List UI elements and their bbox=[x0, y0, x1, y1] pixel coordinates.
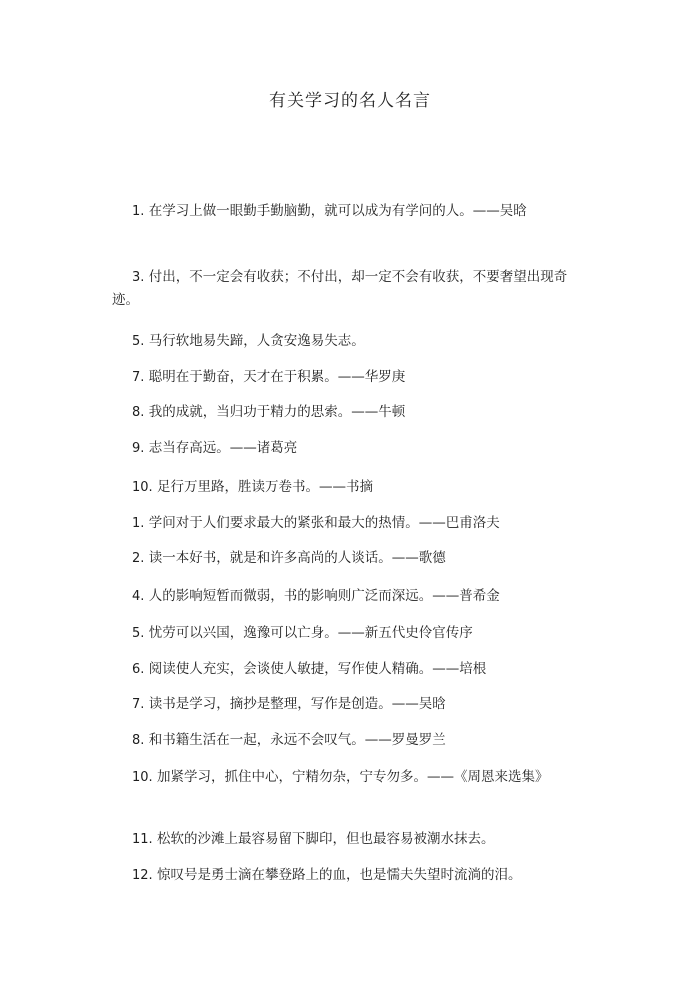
quote-item bbox=[112, 366, 582, 389]
quote-number: 12. bbox=[132, 868, 153, 883]
quote-text: 加紧学习，抓住中心，宁精勿杂，宁专勿多。——《周恩来选集》 bbox=[152, 769, 549, 785]
quote-number: 10. bbox=[132, 480, 153, 495]
quote-number: 5. bbox=[132, 334, 145, 349]
quote-text: 付出，不一定会有收获；不付出，却一定不会有收获，不要奢望出现奇迹。 bbox=[112, 269, 568, 308]
quote-number: 7. bbox=[132, 697, 145, 712]
quote-item bbox=[112, 658, 582, 681]
quote-text: 马行软地易失蹄，人贪安逸易失志。 bbox=[144, 333, 365, 349]
quote-text: 学问对于人们要求最大的紧张和最大的热情。——巴甫洛夫 bbox=[144, 515, 500, 531]
quote-item bbox=[112, 437, 582, 460]
quote-number: 8. bbox=[132, 733, 145, 748]
document-title: 有关学习的名人名言 bbox=[269, 91, 431, 111]
quote-text: 忧劳可以兴国，逸豫可以亡身。——新五代史伶官传序 bbox=[144, 625, 473, 641]
quote-item bbox=[112, 622, 582, 645]
quote-text: 松软的沙滩上最容易留下脚印，但也最容易被潮水抹去。 bbox=[152, 831, 495, 847]
quote-text: 读书是学习，摘抄是整理，写作是创造。——吴晗 bbox=[144, 696, 446, 712]
quote-number: 7. bbox=[132, 370, 145, 385]
quote-item bbox=[112, 266, 582, 312]
quote-text: 惊叹号是勇士滴在攀登路上的血，也是懦夫失望时流淌的泪。 bbox=[152, 867, 522, 883]
quote-number: 5. bbox=[132, 626, 145, 641]
quote-item bbox=[112, 693, 582, 716]
quote-item bbox=[112, 200, 582, 223]
quote-number: 4. bbox=[132, 589, 145, 604]
quote-item bbox=[112, 828, 582, 851]
quote-item bbox=[112, 766, 582, 789]
quote-number: 3. bbox=[132, 270, 145, 285]
quote-number: 2. bbox=[132, 551, 145, 566]
quote-item bbox=[112, 330, 582, 353]
quote-number: 1. bbox=[132, 516, 145, 531]
quote-number: 1. bbox=[132, 204, 145, 219]
quote-item bbox=[112, 729, 582, 752]
quote-text: 人的影响短暂而微弱，书的影响则广泛而深远。——普希金 bbox=[144, 588, 500, 604]
quote-item bbox=[112, 401, 582, 424]
quote-item bbox=[112, 512, 582, 535]
quote-text: 聪明在于勤奋，天才在于积累。——华罗庚 bbox=[144, 369, 406, 385]
quote-text: 足行万里路，胜读万卷书。——书摘 bbox=[152, 479, 373, 495]
quote-text: 和书籍生活在一起，永远不会叹气。——罗曼罗兰 bbox=[144, 732, 446, 748]
quote-item bbox=[112, 864, 582, 887]
quote-item bbox=[112, 585, 582, 608]
quote-text: 我的成就，当归功于精力的思索。——牛顿 bbox=[144, 404, 406, 420]
quote-number: 8. bbox=[132, 405, 145, 420]
quote-number: 9. bbox=[132, 441, 145, 456]
quote-text: 在学习上做一眼勤手勤脑勤，就可以成为有学问的人。——吴晗 bbox=[144, 203, 527, 219]
quote-number: 11. bbox=[132, 832, 153, 847]
quote-number: 10. bbox=[132, 770, 153, 785]
quote-text: 阅读使人充实，会谈使人敏捷，写作使人精确。——培根 bbox=[144, 661, 487, 677]
quote-item bbox=[112, 547, 582, 570]
quote-text: 志当存高远。——诸葛亮 bbox=[144, 440, 298, 456]
quote-number: 6. bbox=[132, 662, 145, 677]
quote-text: 读一本好书，就是和许多高尚的人谈话。——歌德 bbox=[144, 550, 446, 566]
quote-item bbox=[112, 476, 582, 499]
